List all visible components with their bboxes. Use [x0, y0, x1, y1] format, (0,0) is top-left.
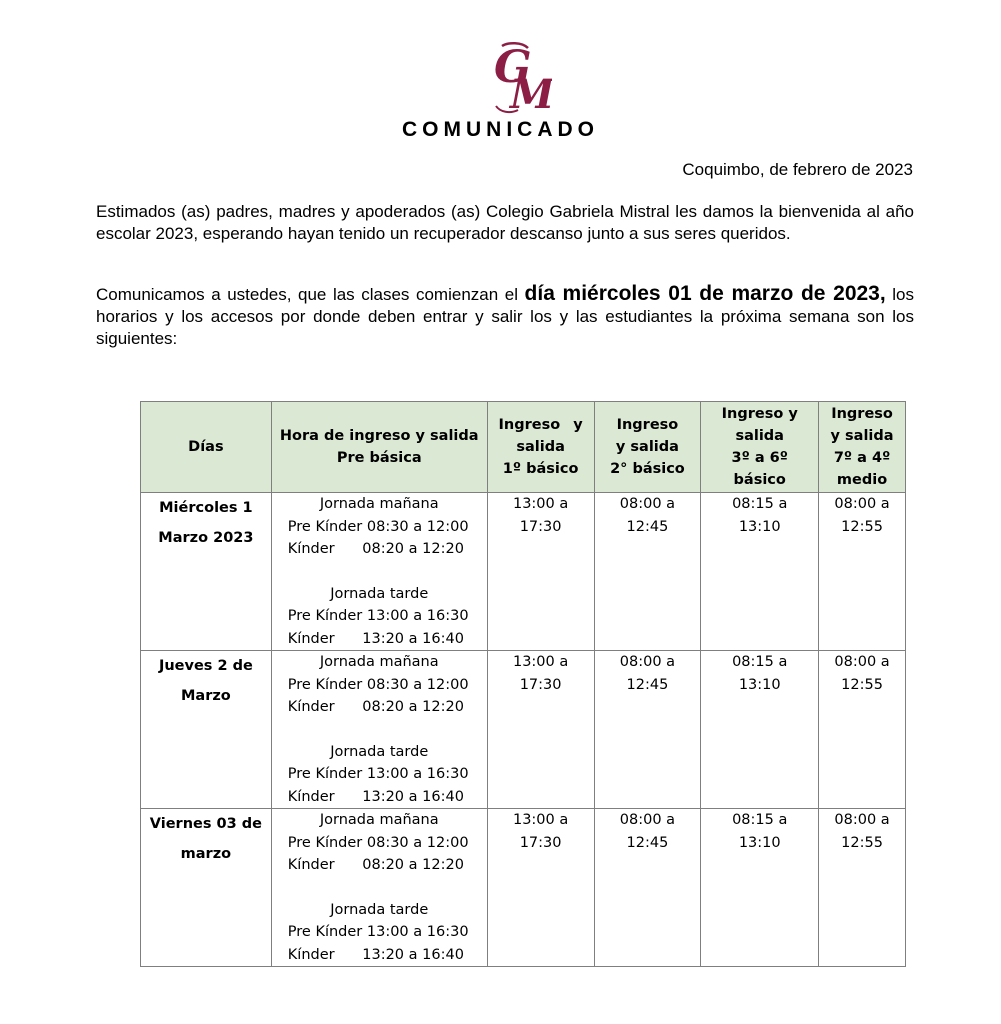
2-basico-cell: 08:00 a 12:45	[594, 651, 701, 809]
schedule-table	[140, 401, 906, 967]
prebasica-hours-cell: Jornada mañana Pre Kínder 08:30 a 12:00 Kínder 08:20 a 12:20 Jornada tarde Pre Kínder 13:00 a 16:30 Kínder 13:20 a 16:40	[271, 493, 487, 651]
header-dias: Días	[141, 402, 272, 493]
7-4-medio-cell: 08:00 a 12:55	[819, 651, 906, 809]
table-row	[141, 493, 906, 651]
7-4-medio-cell: 08:00 a 12:55	[819, 493, 906, 651]
date-line: Coquimbo, de febrero de 2023	[682, 160, 913, 179]
prebasica-hours-cell: Jornada mañana Pre Kínder 08:30 a 12:00 Kínder 08:20 a 12:20 Jornada tarde Pre Kínder 13:00 a 16:30 Kínder 13:20 a 16:40	[271, 651, 487, 809]
svg-text:M: M	[510, 71, 552, 116]
document-title: COMUNICADO	[402, 118, 599, 141]
start-date-highlight: día miércoles 01 de marzo de 2023,	[524, 282, 886, 305]
2-basico-cell: 08:00 a 12:45	[594, 809, 701, 967]
header-2-basico: Ingreso y salida 2° básico	[594, 402, 701, 493]
3-6-basico-cell: 08:15 a 13:10	[701, 651, 819, 809]
2-basico-cell: 08:00 a 12:45	[594, 493, 701, 651]
header-3-6-basico: Ingreso y salida 3º a 6º básico	[701, 402, 819, 493]
announcement-text-before: Comunicamos a ustedes, que las clases comienzan el	[96, 285, 525, 304]
day-cell: Jueves 2 de Marzo	[141, 651, 272, 809]
svg-text:G: G	[494, 42, 532, 93]
3-6-basico-cell: 08:15 a 13:10	[701, 493, 819, 651]
table-row	[141, 651, 906, 809]
1-basico-cell: 13:00 a 17:30	[487, 809, 594, 967]
1-basico-cell: 13:00 a 17:30	[487, 493, 594, 651]
header-7-4-medio: Ingreso y salida 7º a 4º medio	[819, 402, 906, 493]
announcement-text-after: los horarios y los accesos por donde deben entrar y salir los y las estudiantes la próxima semana son los siguientes:	[96, 285, 914, 348]
table-row	[141, 809, 906, 967]
prebasica-hours-cell: Jornada mañana Pre Kínder 08:30 a 12:00 Kínder 08:20 a 12:20 Jornada tarde Pre Kínder 13:00 a 16:30 Kínder 13:20 a 16:40	[271, 809, 487, 967]
gm-monogram-icon	[488, 40, 552, 116]
header-1-basico: Ingreso y salida 1º básico	[487, 402, 594, 493]
7-4-medio-cell: 08:00 a 12:55	[819, 809, 906, 967]
school-logo	[488, 40, 552, 116]
day-cell: Miércoles 1 Marzo 2023	[141, 493, 272, 651]
1-basico-cell: 13:00 a 17:30	[487, 651, 594, 809]
day-cell: Viernes 03 de marzo	[141, 809, 272, 967]
announcement-paragraph	[96, 283, 914, 350]
header-prebasica: Hora de ingreso y salida Pre básica	[271, 402, 487, 493]
3-6-basico-cell: 08:15 a 13:10	[701, 809, 819, 967]
greeting-paragraph: Estimados (as) padres, madres y apoderados (as) Colegio Gabriela Mistral les damos la bienvenida al año escolar 2023, esperando hayan tenido un recuperador descanso junto a sus seres queridos.	[96, 202, 914, 243]
table-header-row	[141, 402, 906, 493]
